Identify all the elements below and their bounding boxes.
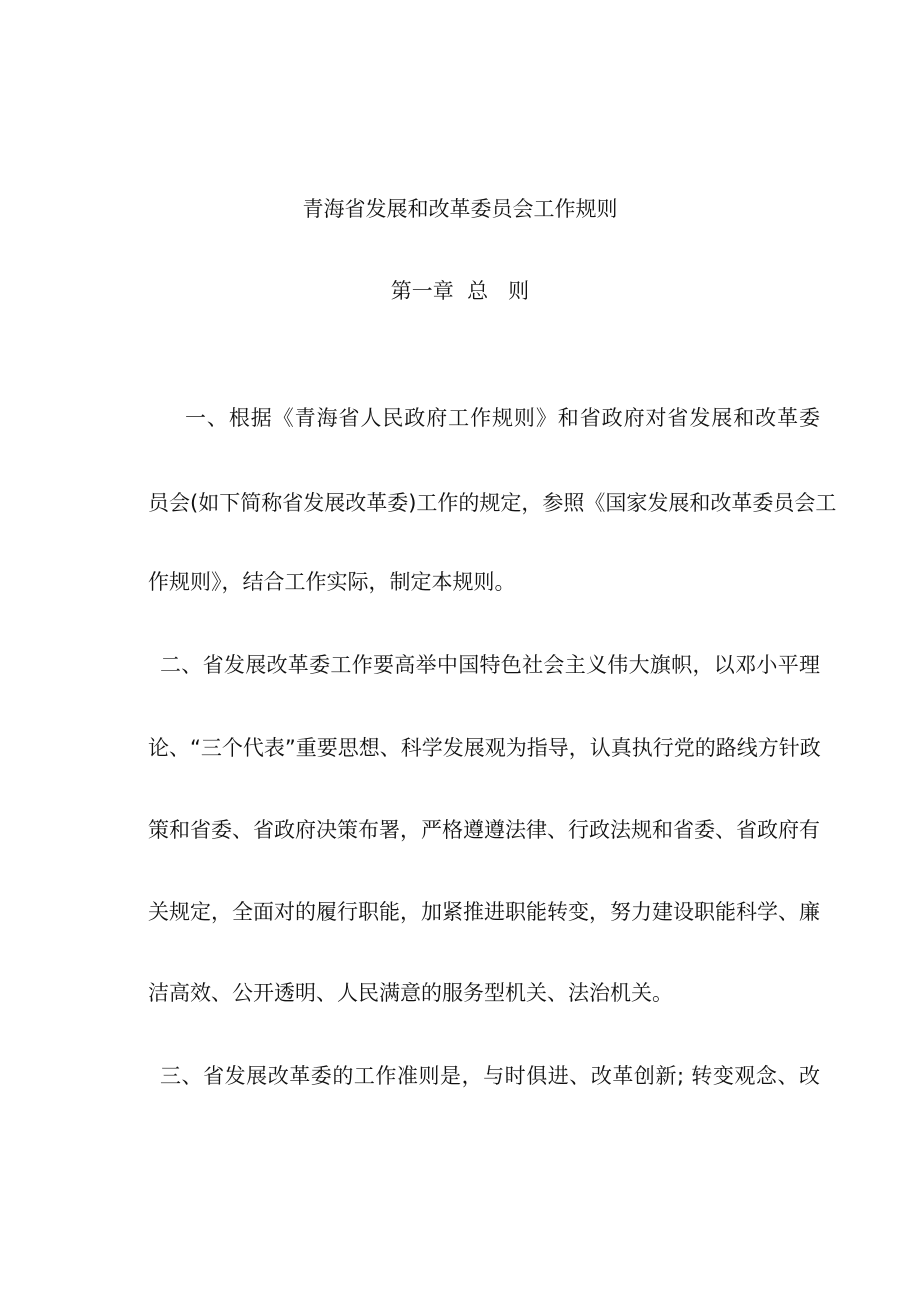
document-title: 青海省发展和改革委员会工作规则: [302, 197, 618, 221]
paragraph-line: 关规定，全面对的履行职能，加紧推进职能转变，努力建设职能科学、廉: [148, 900, 820, 924]
paragraph-line: 一、根据《青海省人民政府工作规则》和省政府对省发展和改革委: [185, 406, 820, 430]
paragraph-line: 论、“三个代表”重要思想、科学发展观为指导，认真执行党的路线方针政: [148, 736, 821, 760]
chapter-heading: 第一章 总 则: [390, 279, 530, 303]
paragraph-line: 三、省发展改革委的工作准则是，与时俱进、改革创新; 转变观念、改: [160, 1064, 820, 1088]
paragraph-line: 洁高效、公开透明、人民满意的服务型机关、法治机关。: [148, 981, 673, 1005]
paragraph-line: 作规则》，结合工作实际，制定本规则。: [148, 570, 516, 594]
paragraph-line: 员会(如下简称省发展改革委)工作的规定，参照《国家发展和改革委员会工: [148, 491, 837, 515]
paragraph-line: 策和省委、省政府决策布署，严格遵遵法律、行政法规和省委、省政府有: [148, 818, 820, 842]
paragraph-line: 二、省发展改革委工作要高举中国特色社会主义伟大旗帜，以邓小平理: [160, 653, 820, 677]
